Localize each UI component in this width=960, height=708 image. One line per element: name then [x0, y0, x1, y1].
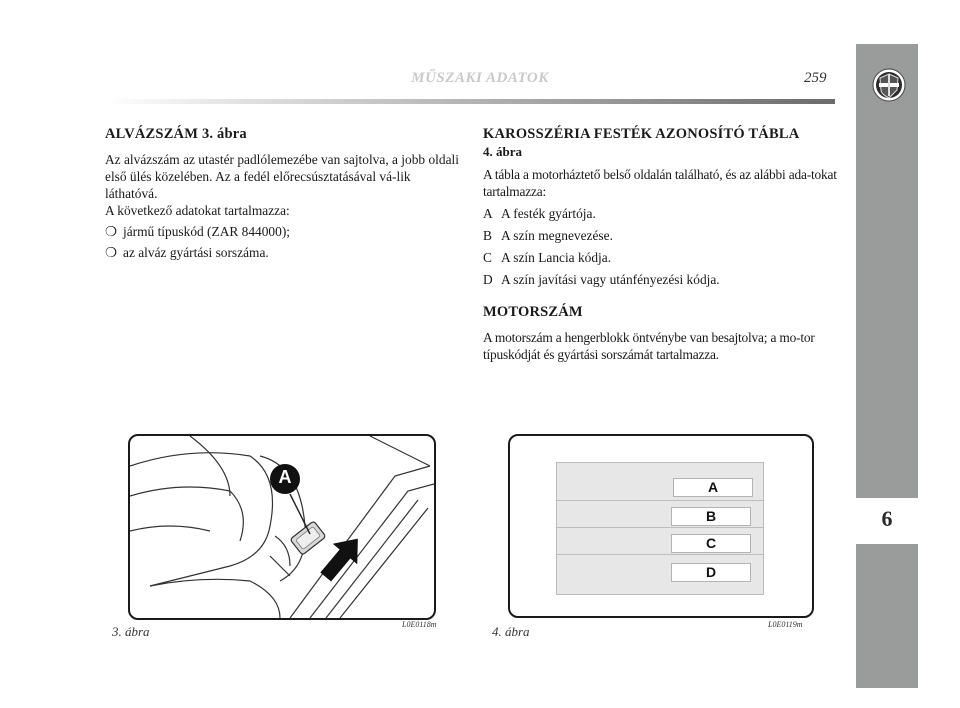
chassis-number-heading: ALVÁZSZÁM 3. ábra [105, 126, 247, 142]
paint-plate-figure-ref: 4. ábra [483, 144, 522, 159]
list-item-key: C [483, 250, 492, 265]
running-header-title: MŰSZAKI ADATOK [411, 70, 549, 86]
plate-label-d: D [671, 563, 751, 582]
page-number: 259 [804, 70, 827, 86]
list-item-text: A festék gyártója. [501, 206, 596, 221]
figure-4-code: L0E0119m [768, 620, 803, 629]
header-rule [105, 99, 835, 104]
list-item [483, 271, 838, 288]
bullet-circle-icon: ❍ [105, 245, 118, 260]
list-item-text: jármű típuskód (ZAR 844000); [123, 224, 290, 239]
figure-3-caption: 3. ábra [112, 624, 150, 639]
list-item [483, 205, 838, 222]
chapter-sidebar [856, 44, 918, 688]
engine-number-heading: MOTORSZÁM [483, 304, 583, 320]
list-item [483, 227, 838, 244]
engine-number-paragraph: A motorszám a hengerblokk öntvénybe van besajtolva; a mo-tor típuskódját és gyártási sorszámát tartalmazza. [483, 330, 815, 362]
plate-divider [557, 554, 763, 555]
plate-label-a: A [673, 478, 753, 497]
figure-4-caption: 4. ábra [492, 624, 530, 639]
list-item-text: az alváz gyártási sorszáma. [123, 245, 269, 260]
list-item-text: A szín javítási vagy utánfényezési kódja. [501, 272, 720, 287]
paint-plate [556, 462, 764, 595]
chassis-paragraph: Az alvázszám az utastér padlólemezébe van sajtolva, a jobb oldali első ülés közelében. Az a fedél előrecsúsztatásával vá-lik láthatóvá. [105, 152, 459, 201]
list-item-text: A szín Lancia kódja. [501, 250, 612, 265]
left-column [105, 126, 460, 261]
plate-label-b: B [671, 507, 751, 526]
list-item-key: B [483, 228, 492, 243]
figure-3-code: L0E0118m [402, 620, 437, 629]
list-item [105, 244, 460, 261]
plate-divider [557, 500, 763, 501]
callout-label: A [278, 467, 292, 487]
list-item-text: A szín megnevezése. [501, 228, 613, 243]
bullet-circle-icon: ❍ [105, 224, 118, 239]
chassis-data-intro: A következő adatokat tartalmazza: [105, 203, 290, 218]
plate-divider [557, 527, 763, 528]
list-item-key: A [483, 206, 493, 221]
lancia-shield-icon [872, 68, 906, 102]
list-item [483, 249, 838, 266]
right-column [483, 126, 838, 363]
paint-plate-heading: KAROSSZÉRIA FESTÉK AZONOSÍTÓ TÁBLA [483, 126, 800, 142]
list-item [105, 223, 460, 240]
chapter-number: 6 [881, 506, 893, 531]
paint-plate-paragraph: A tábla a motorháztető belső oldalán található, és az alábbi ada-tokat tartalmazza: [483, 167, 837, 199]
list-item-key: D [483, 272, 493, 287]
figure-chassis-illustration [128, 434, 436, 620]
plate-label-c: C [671, 534, 751, 553]
